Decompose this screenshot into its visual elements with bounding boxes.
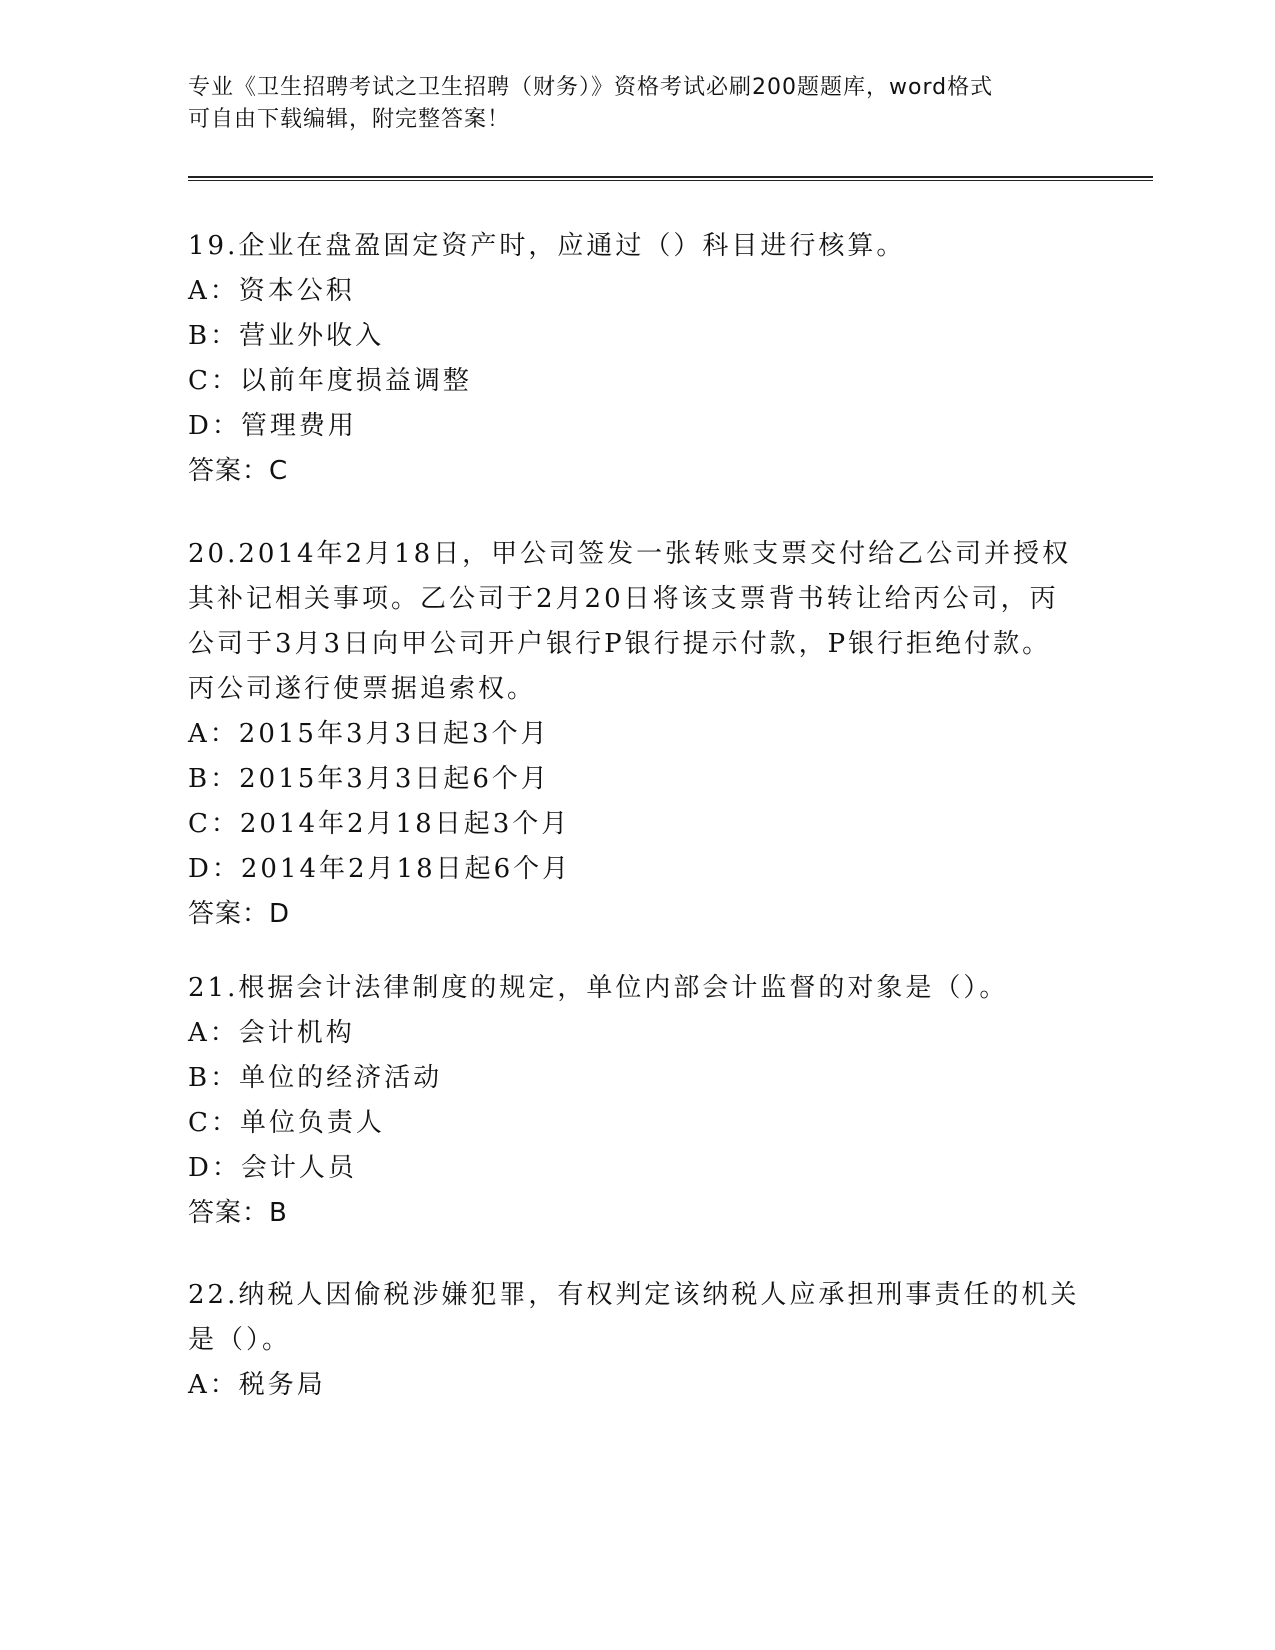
document-header [188, 72, 1088, 136]
option-a: A：2015年3月3日起3个月 [188, 719, 550, 749]
answer-line: 答案：D [188, 899, 291, 929]
question-stem: 19.企业在盘盈固定资产时，应通过（）科目进行核算。 [188, 231, 906, 261]
header-line-1: 专业《卫生招聘考试之卫生招聘（财务）》资格考试必刷200题题库，word格式 [188, 75, 994, 100]
option-d: D：管理费用 [188, 411, 357, 441]
header-line-2: 可自由下载编辑，附完整答案！ [188, 107, 511, 132]
question-stem-line-4: 丙公司遂行使票据追索权。 [188, 674, 537, 704]
question-stem-line-2: 是（）。 [188, 1325, 292, 1355]
option-b: B：营业外收入 [188, 321, 385, 351]
question-stem-line-3: 公司于3月3日向甲公司开户银行P银行提示付款，P银行拒绝付款。 [188, 629, 1052, 659]
option-d: D：会计人员 [188, 1153, 357, 1183]
question-19 [188, 224, 1088, 494]
option-a: A：会计机构 [188, 1018, 355, 1048]
option-c: C：单位负责人 [188, 1108, 385, 1138]
option-c: C：2014年2月18日起3个月 [188, 809, 571, 839]
question-22 [188, 1273, 1088, 1408]
question-stem: 21.根据会计法律制度的规定，单位内部会计监督的对象是（）。 [188, 973, 1009, 1003]
question-20 [188, 532, 1088, 937]
answer-line: 答案：C [188, 456, 289, 486]
option-b: B：单位的经济活动 [188, 1063, 443, 1093]
question-21 [188, 966, 1088, 1236]
header-divider [188, 176, 1153, 181]
option-a: A：资本公积 [188, 276, 355, 306]
option-d: D：2014年2月18日起6个月 [188, 854, 572, 884]
answer-line: 答案：B [188, 1198, 288, 1228]
option-a: A：税务局 [188, 1370, 326, 1400]
question-stem-line-1: 22.纳税人因偷税涉嫌犯罪，有权判定该纳税人应承担刑事责任的机关 [188, 1280, 1080, 1310]
option-b: B：2015年3月3日起6个月 [188, 764, 550, 794]
question-stem-line-2: 其补记相关事项。乙公司于2月20日将该支票背书转让给丙公司，丙 [188, 584, 1059, 614]
option-c: C：以前年度损益调整 [188, 366, 472, 396]
question-stem-line-1: 20.2014年2月18日，甲公司签发一张转账支票交付给乙公司并授权 [188, 539, 1072, 569]
